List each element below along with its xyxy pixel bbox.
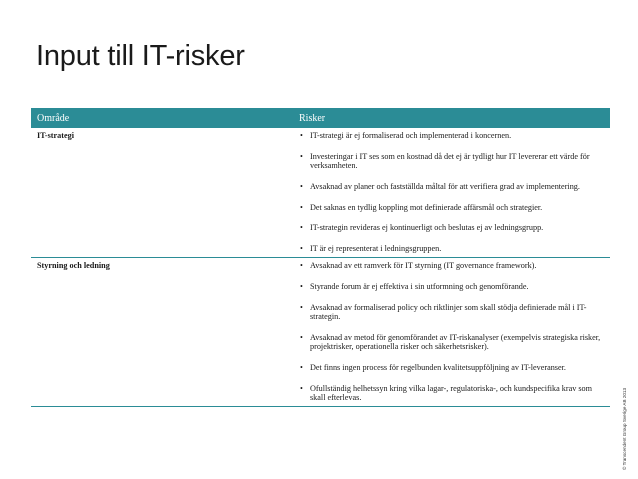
list-item: • IT-strategin revideras ej kontinuerligt och beslutas ej av ledningsgrupp. (300, 223, 544, 233)
copyright-notice (622, 385, 632, 470)
header-risks: Risker (293, 108, 610, 128)
list-item: • Styrande forum är ej effektiva i sin utformning och genomförande. (300, 282, 529, 292)
table-header-row (31, 108, 610, 128)
risks-cell (293, 128, 610, 258)
risks-cell (293, 258, 610, 407)
area-cell: IT-strategi (31, 128, 293, 258)
list-item: • Investeringar i IT ses som en kostnad då det ej är tydligt hur IT levererar ett värde för verksamheten. (300, 151, 590, 171)
header-area: Område (31, 108, 293, 128)
list-item: • IT-strategi är ej formaliserad och implementerad i koncernen. (300, 131, 512, 140)
table-row (31, 128, 610, 258)
list-item: • Ofullständig helhetssyn kring vilka lagar-, regulatoriska-, och kundspecifika krav som skall efterlevas. (300, 383, 593, 403)
list-item: • Avsaknad av ett ramverk för IT styrning (IT governance framework). (300, 261, 537, 271)
risk-list (299, 131, 604, 253)
list-item: • IT är ej representerat i ledningsgruppen. (300, 243, 442, 253)
risk-table (31, 108, 610, 407)
list-item: • Det finns ingen process för regelbunden kvalitetsuppföljning av IT-leveranser. (300, 362, 566, 372)
list-item: • Avsaknad av formaliserad policy och riktlinjer som skall stödja definierade mål i IT-strategin. (300, 302, 587, 322)
list-item: • Det saknas en tydlig koppling mot definierade affärsmål och strategier. (300, 202, 543, 212)
list-item: • Avsaknad av planer och fastställda måltal för att verifiera grad av implementering. (300, 181, 580, 191)
area-cell: Styrning och ledning (31, 258, 293, 407)
list-item: • Avsaknad av metod för genomförandet av IT-riskanalyser (exempelvis strategiska risker, projektrisker, operationella risker och säkerhetsrisker). (300, 332, 601, 352)
risk-list (299, 261, 604, 402)
table-row (31, 258, 610, 407)
copyright-text: © Transcendent Group Sverige AB 2013 (622, 387, 627, 470)
page-title: Input till IT-risker (36, 40, 245, 72)
